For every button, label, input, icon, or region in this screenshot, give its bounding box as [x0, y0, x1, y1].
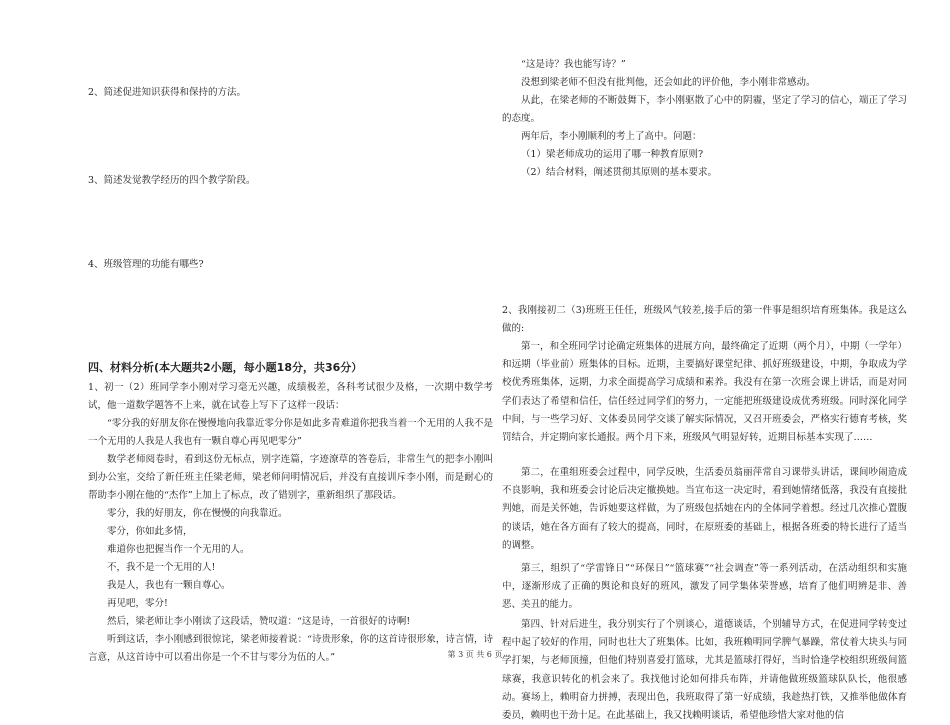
page-footer: 第 3 页 共 6 页 — [447, 650, 503, 659]
paragraph-1: 没想到梁老师不但没有批判他，还会如此的评价他，李小刚非常感动。 — [521, 77, 816, 88]
question-2: 2、简述促进知识获得和保持的方法。 — [88, 87, 247, 98]
case2-intro: 2、我刚接初二（3)班班王任任，班级风气较差,接手后的第一件事是组织培育班集体。我是这么做的: — [502, 305, 907, 335]
poem-line: 难道你也把握当作一个无用的人。 — [107, 544, 250, 555]
poem-line: 不，我不是一个无用的人! — [107, 562, 216, 573]
question-4: 4、班级管理的功能有哪些? — [88, 259, 204, 270]
poem-line: 零分，我的好朋友，你在慢慢的向我靠近。 — [107, 508, 288, 519]
paragraph-2: 从此，在梁老师的不断鼓舞下，李小刚驱散了心中的阴霾，坚定了学习的信心，端正了学习的态度。 — [502, 95, 907, 125]
case2-para4: 第四、针对后进生，我分别实行了个别谈心，道德谈话，个别辅导方式，在促进同学转变过程中起了较好的作用，同时也壮大了班集体。比如，我班赖明同学脾气暴躁，常仗着大块头与同学打架，与老师顶撞，但他们特别喜爱打篮球，尤其是篮球打得好，当时恰逢学校组织班级间篮球赛，我意识转化的机会来了。我找他讨论如何排兵布阵，并请他做班级篮球队队长，他很感动。赛场上，赖明奋力拼搏，表现出色，我班取得了第一好成绩，我趁热打铁，又推举他做体育委员，赖明也干劲十足。在此基础上，我又找赖明谈话，希望他珍惜大家对他的信 — [502, 619, 907, 722]
question-3: 3、简述发觉教学经历的四个教学阶段。 — [88, 175, 256, 186]
case2-para3: 第三，组织了“学雷锋日”“环保日”“篮球赛”“社会调查”等一系列活动，在活动组织和实施中，逐渐形成了正确的舆论和良好的班风，激发了同学集体荣誉感，培育了他们明辨是非、善恶、美丑的能力。 — [502, 563, 907, 611]
poem-line: 再见吧，零分! — [107, 598, 168, 609]
case2-para2: 第二，在重组班委会过程中，同学反映，生活委员翁丽萍常自习课带头讲话，课间吵闹造成不良影响，我和班委会讨论后决定撤换她。当宣布这一决定时，看到她情绪低落，我没有直接批判她，而是关怀她，告诉她要这样做，为了班级包括她在内的全体同学着想。经过几次推心置腹的谈话，她在各方面有了较大的提高，同时，在原班委的基础上，根据各班委的特长进行了适当的调整。 — [502, 467, 907, 551]
case1-intro: 1、初一（2）班同学李小刚对学习毫无兴趣，成绩极差，各科考试很少及格，一次期中数学考试，他一道数学题答不上来，就在试卷上写下了这样一段话： — [88, 382, 493, 412]
paragraph-3: 两年后，李小刚顺利的考上了高中。问题： — [521, 131, 702, 142]
poem-line: 零分，你如此多情， — [107, 526, 193, 537]
case1-after1: 然后，梁老师让李小刚读了这段话，赞叹道：“这是诗，一首很好的诗啊! — [107, 616, 411, 627]
question-1: （1）梁老师成功的运用了哪一种教育原则? — [521, 149, 704, 160]
poem-line: 我是人，我也有一颗自尊心。 — [107, 580, 231, 591]
case1-quote: “零分我的好朋友你在慢慢地向我靠近零分你是如此多青难道你把我当着一个无用的人我不是一个无用的人我是人我也有一颗自尊心再见吧零分” — [88, 418, 493, 448]
right-column — [502, 0, 907, 722]
case1-narrative: 数学老师阅卷时，看到这份无标点，别字连篇，字迹潦草的答卷后，非常生气的把李小刚叫到办公室，交给了新任班主任梁老师，梁老师问明情况后，并没有直接训斥李小刚，而是耐心的帮助李小刚在他的“杰作”上加上了标点，改了错别字，重新组织了那段话。 — [88, 454, 493, 502]
section-title: 四、材料分析(本大题共2小题，每小题18分，共36分） — [88, 361, 363, 374]
case2-para1: 第一，和全班同学讨论确定班集体的进展方向，最终确定了近期（两个月），中期（一学年）和远期（毕业前）班集体的目标。近期，主要搞好课堂纪律、抓好班级建设，中期，争取成为学校优秀班集体，远期，力求全面提高学习成绩和素养。我没有在第一次班会课上讲话，而是对同学们表达了希望和信任，信任经过同学们的努力，一定能把班级建设成优秀班级。同时深化同学中间，与一些学习好、文体委员同学交谈了解实际情况，又召开班委会，严格实行德育考核，奖罚结合，并定期向家长通报。两个月下来，班级风气明显好转，近期目标基本实现了…… — [502, 341, 907, 444]
quote-line: “这是诗？我也能写诗？” — [521, 59, 626, 70]
case1-after2: 听到这话，李小刚感到很惊诧，梁老师接着说：“诗贵形象，你的这首诗很形象，诗言情，诗言意，从这首诗中可以看出你是一个不甘与零分为伍的人。” — [88, 634, 493, 664]
question-2b: （2）结合材料，阐述贯彻其原则的基本要求。 — [521, 167, 718, 178]
left-column — [88, 0, 493, 671]
